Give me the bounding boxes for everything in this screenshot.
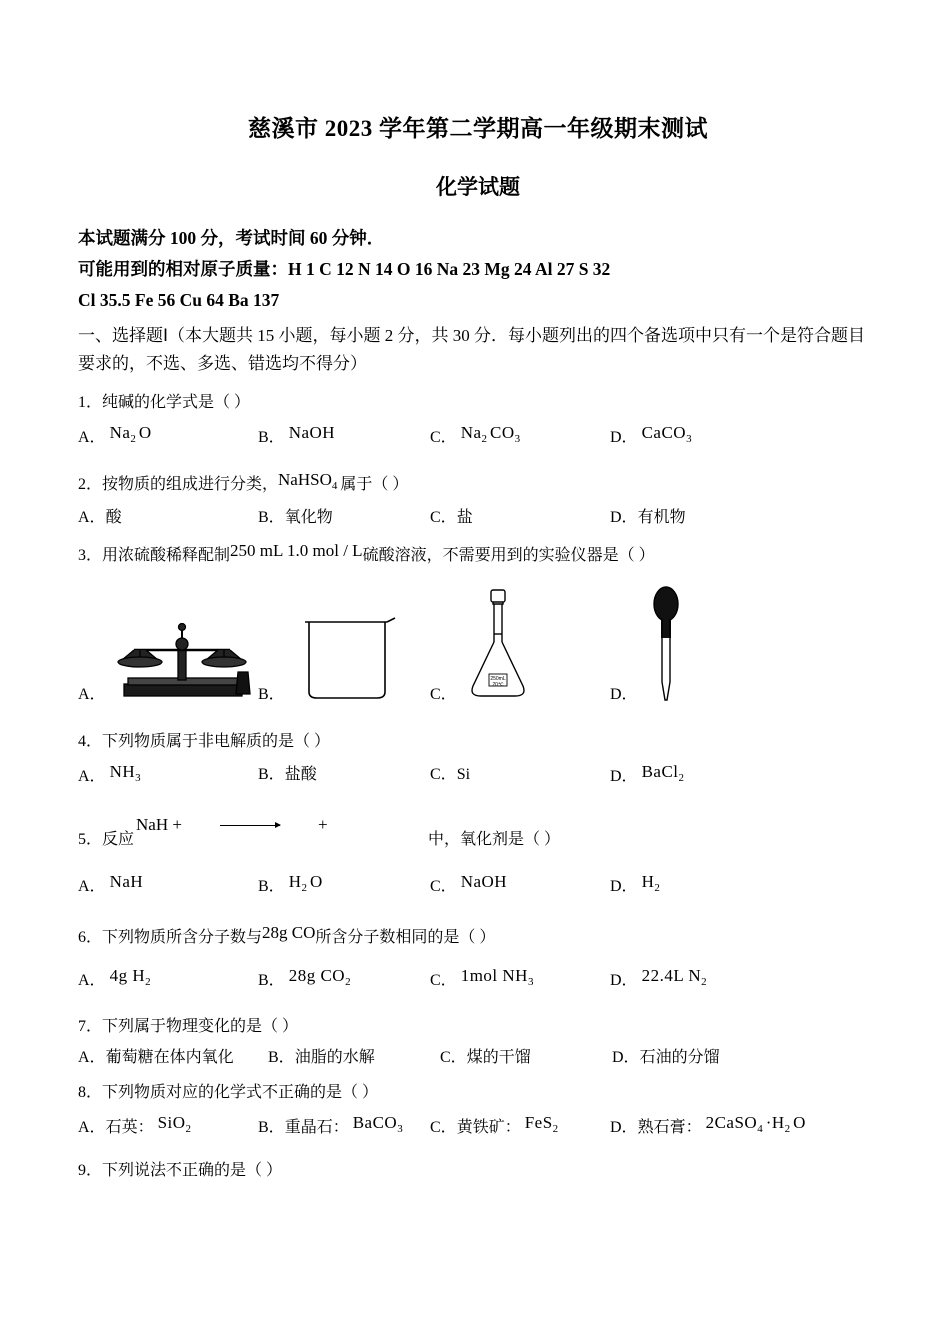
question-stem: 6．下列物质所含分子数与28g CO所含分子数相同的是（ ） [78,923,496,947]
inline-formula: 250 mL 1.0 mol / L [230,540,363,560]
option-c[interactable]: C．盐 [430,509,473,527]
option-b[interactable]: B．氧化物 [258,509,333,527]
option-row [78,1115,878,1139]
exam-info-line-3: Cl 35.5 Fe 56 Cu 64 Ba 137 [78,290,280,311]
svg-text:250mL: 250mL [490,675,506,682]
option-a[interactable] [78,586,258,706]
question-stem: 4．下列物质属于非电解质的是（ ） [78,732,331,750]
option-d[interactable]: D．有机物 [610,509,686,527]
option-c[interactable]: C．煤的干馏 [440,1048,531,1066]
question-stem: 9．下列说法不正确的是（ ） [78,1162,283,1180]
option-a[interactable]: A． NaH [78,871,144,895]
option-d[interactable]: D． $H_2$ [610,871,663,895]
option-d[interactable] [610,586,688,706]
question-stem: 1．纯碱的化学式是（ ） [78,393,251,411]
option-c[interactable]: C． NaOH [430,871,508,895]
option-row [78,507,878,529]
question-stem: 3．用浓硫酸稀释配制250 mL 1.0 mol / L硫酸溶液，不需要用到的实验仪器是（ ） [78,540,655,564]
section-heading: 一、选择题Ⅰ（本大题共 15 小题，每小题 2 分，共 30 分．每小题列出的四个备选项中只有一个是符合题目要求的，不选、多选、错选均不得分） [78,326,866,373]
option-d[interactable]: D． BaCl$_2$ [610,761,688,785]
option-b[interactable]: B． NaOH [258,422,336,446]
option-b-label: B． [258,685,285,703]
question-stem: 7．下列属于物理变化的是（ ） [78,1017,299,1035]
option-c-label: C． [430,685,457,703]
option-row [78,968,878,992]
balance-icon [112,616,252,706]
svg-text:20℃: 20℃ [492,681,504,688]
option-c[interactable]: C． $Na_2CO_3$ [430,422,524,446]
option-d[interactable]: D．熟石膏： $2CaSO_4\cdot H_2O$ [610,1113,806,1137]
option-c[interactable]: C．黄铁矿： FeS$_2$ [430,1113,562,1137]
question-stem: 5．反应 NaH + + 中，氧化剂是（ ） [78,828,878,852]
option-b[interactable]: B．盐酸 [258,765,317,783]
inline-formula: NaHSO$_4$ [278,470,341,493]
question-stem: 2．按物质的组成进行分类，NaHSO$_4$属于（ ） [78,470,409,494]
apparatus-row [78,586,878,706]
option-c[interactable]: C． 1mol $NH_3$ [430,966,537,990]
option-d[interactable]: D． CaCO$_3$ [610,422,695,446]
option-b[interactable]: B． $H_2O$ [258,871,323,895]
option-a-label: A． [78,685,106,703]
option-a[interactable]: A． $NH_3$ [78,761,144,785]
option-b[interactable]: B．油脂的水解 [268,1048,375,1066]
option-a[interactable]: A． 4g $H_2$ [78,966,154,990]
page-subtitle: 化学试题 [436,175,520,199]
option-a[interactable]: A．酸 [78,509,122,527]
page-content [78,0,878,1183]
option-b[interactable]: B． 28g $CO_2$ [258,966,354,990]
option-row [78,1047,878,1069]
option-c[interactable] [430,586,610,706]
option-row [78,422,878,449]
option-d[interactable]: D． 22.4L $N_2$ [610,966,710,990]
option-row [78,761,878,788]
dropper-icon [644,586,688,706]
option-d[interactable]: D．石油的分馏 [612,1048,720,1066]
beaker-icon [291,606,401,706]
option-b[interactable] [258,586,430,706]
option-row [78,871,878,898]
inline-formula: 28g CO [262,923,316,943]
option-a[interactable]: A． $Na_2O$ [78,422,152,446]
exam-info-line-1: 本试题满分 100 分，考试时间 60 分钟． [78,228,385,248]
page-title: 慈溪市 2023 学年第二学期高一年级期末测试 [248,116,708,141]
option-d-label: D． [610,685,638,703]
exam-info-line-2: 可能用到的相对原子质量：H 1 C 12 N 14 O 16 Na 23 Mg 24 Al 27 S 32 [78,259,611,280]
option-a[interactable]: A．石英： SiO$_2$ [78,1113,195,1137]
option-b[interactable]: B．重晶石： BaCO$_3$ [258,1113,406,1137]
reaction-equation: NaH + + [136,814,328,834]
option-a[interactable]: A．葡萄糖在体内氧化 [78,1048,234,1066]
volumetric-flask-icon [463,588,533,706]
option-c[interactable]: C．Si [430,765,471,783]
question-stem: 8．下列物质对应的化学式不正确的是（ ） [78,1084,379,1102]
